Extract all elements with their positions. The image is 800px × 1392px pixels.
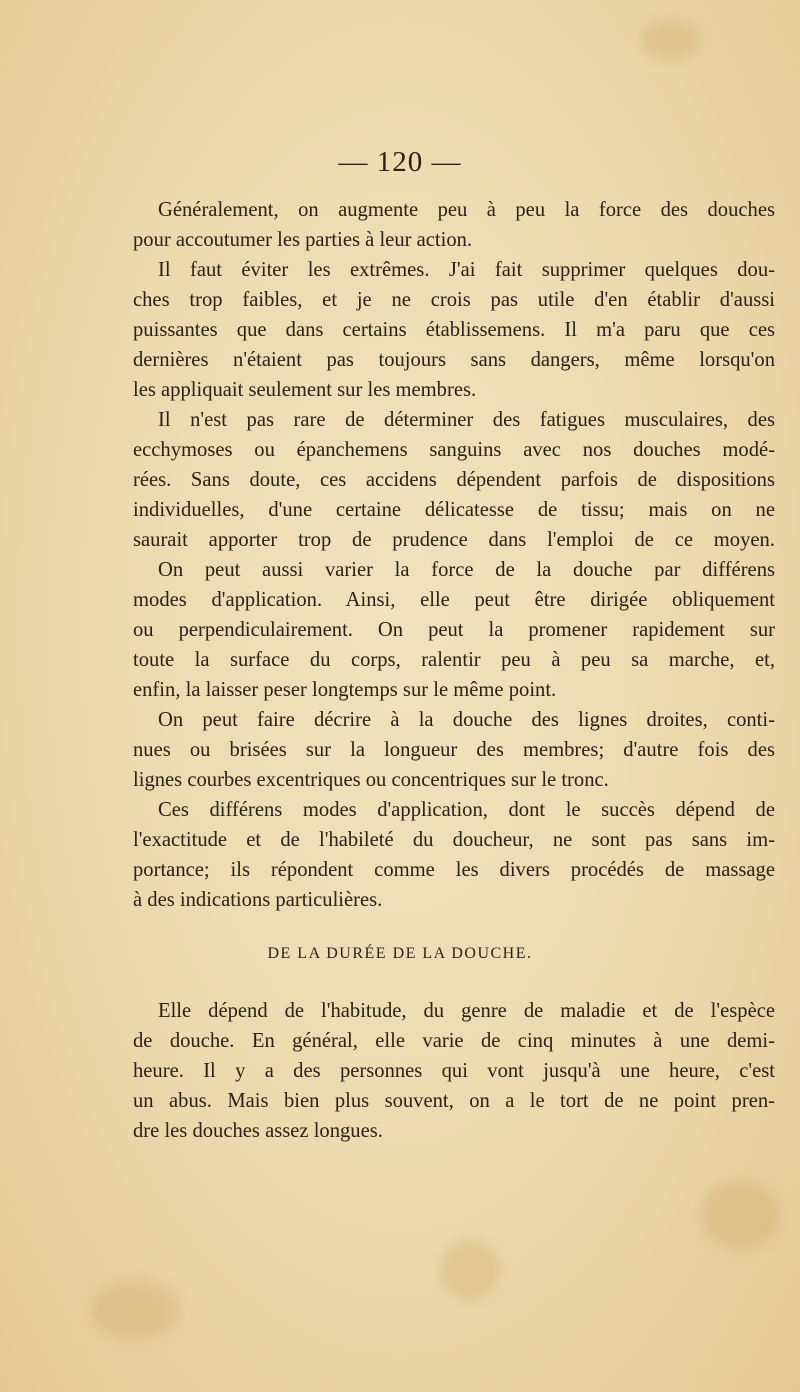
text-line: nues ou brisées sur la longueur des membres; d'autre fois des [133, 739, 775, 761]
text-line: à des indications particulières. [133, 889, 383, 911]
text-line: dernières n'étaient pas toujours sans dangers, même lorsqu'on [133, 349, 775, 371]
text-line: portance; ils répondent comme les divers procédés de massage [133, 859, 775, 881]
text-line: individuelles, d'une certaine délicatesse de tissu; mais on ne [133, 499, 775, 521]
text-line: les appliquait seulement sur les membres. [133, 379, 477, 401]
text-line: enfin, la laisser peser longtemps sur le même point. [133, 679, 557, 701]
paper-stain [700, 1180, 780, 1250]
text-line: ou perpendiculairement. On peut la promener rapidement sur [133, 619, 775, 641]
text-line: heure. Il y a des personnes qui vont jusqu'à une heure, c'est [133, 1060, 775, 1082]
text-line: de douche. En général, elle varie de cinq minutes à une demi- [133, 1030, 775, 1052]
paper-stain [90, 1280, 180, 1340]
text-line: modes d'application. Ainsi, elle peut être dirigée obliquement [133, 589, 775, 611]
text-line: ecchymoses ou épanchemens sanguins avec nos douches modé- [133, 439, 775, 461]
text-line: saurait apporter trop de prudence dans l'emploi de ce moyen. [133, 529, 775, 551]
text-line: Elle dépend de l'habitude, du genre de maladie et de l'espèce [158, 1000, 775, 1022]
text-line: Généralement, on augmente peu à peu la force des douches [158, 199, 775, 221]
text-line: Il faut éviter les extrêmes. J'ai fait supprimer quelques dou- [158, 259, 775, 281]
text-line: ches trop faibles, et je ne crois pas utile d'en établir d'aussi [133, 289, 775, 311]
text-line: On peut aussi varier la force de la douche par différens [158, 559, 775, 581]
text-line: toute la surface du corps, ralentir peu à peu sa marche, et, [133, 649, 775, 671]
page-number: — 120 — [338, 146, 462, 178]
text-line: puissantes que dans certains établissemens. Il m'a paru que ces [133, 319, 775, 341]
text-line: Ces différens modes d'application, dont le succès dépend de [158, 799, 775, 821]
text-line: Il n'est pas rare de déterminer des fatigues musculaires, des [158, 409, 775, 431]
text-line: un abus. Mais bien plus souvent, on a le tort de ne point pren- [133, 1090, 775, 1112]
text-line: pour accoutumer les parties à leur action. [133, 229, 473, 251]
text-line: l'exactitude et de l'habileté du doucheur, ne sont pas sans im- [133, 829, 775, 851]
text-line: lignes courbes excentriques ou concentriques sur le tronc. [133, 769, 609, 791]
paper-stain [440, 1240, 500, 1300]
section-heading: DE LA DURÉE DE LA DOUCHE. [267, 945, 533, 962]
text-line: rées. Sans doute, ces accidens dépendent parfois de dispositions [133, 469, 775, 491]
text-line: dre les douches assez longues. [133, 1120, 383, 1142]
paper-stain [640, 20, 700, 60]
text-line: On peut faire décrire à la douche des lignes droites, conti- [158, 709, 775, 731]
